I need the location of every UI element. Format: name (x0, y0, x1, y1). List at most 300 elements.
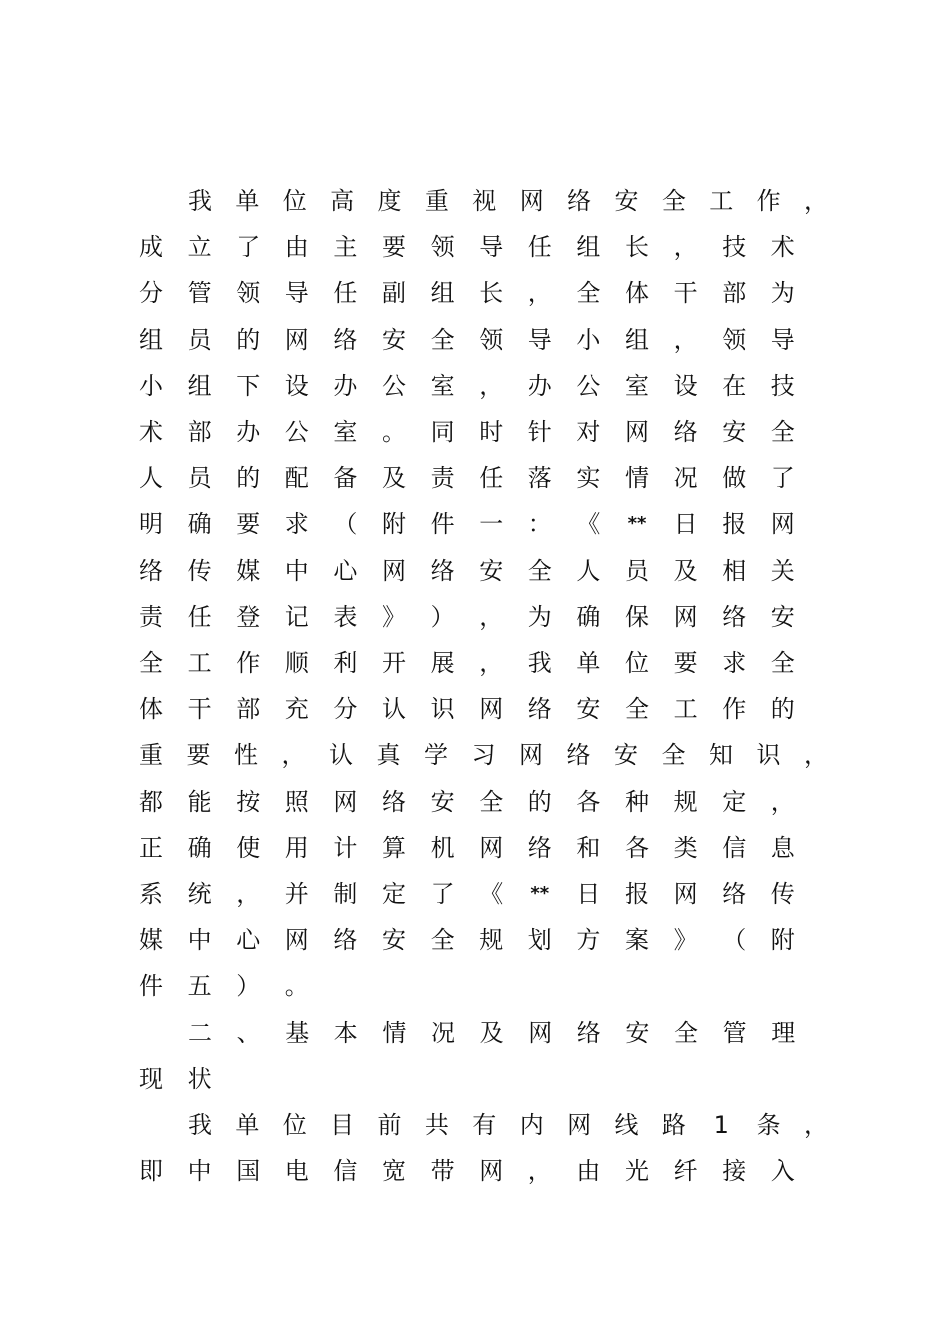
text-glyph: ， (479, 371, 504, 400)
text-glyph: 中 (187, 926, 212, 955)
text-glyph: 纤 (673, 1157, 698, 1186)
text-glyph: 前 (377, 1111, 402, 1139)
text-glyph: 技 (722, 233, 747, 262)
text-glyph: 有 (472, 1111, 497, 1139)
text-glyph: 登 (236, 602, 261, 631)
text-glyph: 媒 (139, 926, 163, 955)
text-glyph: 我 (188, 187, 212, 215)
text-glyph: 络 (382, 787, 406, 816)
text-glyph: 高 (330, 187, 355, 215)
text-glyph: ： (527, 510, 552, 539)
text-glyph: 习 (471, 741, 496, 770)
text-glyph: ** (530, 883, 550, 904)
text-glyph: 室 (430, 371, 455, 400)
text-glyph: 安 (770, 602, 795, 631)
text-glyph: 络 (576, 1018, 601, 1047)
text-glyph: 全 (625, 695, 649, 724)
text-glyph: ， (281, 741, 306, 770)
text-glyph: 分 (333, 695, 358, 724)
text-glyph: 》 (673, 926, 698, 955)
text-glyph: 员 (625, 556, 649, 585)
text-glyph: 任 (479, 464, 504, 493)
text-glyph: 划 (527, 926, 552, 955)
text-glyph: 定 (382, 880, 406, 908)
text-line (136, 553, 796, 589)
text-glyph: 配 (284, 464, 309, 493)
text-glyph: 领 (722, 325, 747, 354)
text-glyph: 对 (576, 418, 601, 446)
text-glyph: 线 (614, 1111, 639, 1139)
text-glyph: 作 (236, 649, 261, 677)
text-glyph: 网 (528, 1018, 553, 1047)
text-glyph: 导 (527, 325, 552, 354)
text-line (136, 784, 796, 820)
text-glyph: 的 (770, 695, 795, 724)
text-glyph: 分 (139, 279, 163, 308)
text-glyph: 时 (479, 418, 504, 446)
text-glyph: 体 (139, 695, 163, 724)
text-glyph: 信 (333, 1157, 358, 1186)
text-glyph: 为 (527, 602, 552, 631)
text-line (136, 1107, 828, 1143)
text-glyph: 室 (333, 418, 358, 446)
text-glyph: 全 (661, 187, 686, 215)
text-line (136, 1153, 796, 1189)
text-glyph: 重 (424, 187, 449, 215)
text-line (136, 322, 796, 358)
text-glyph: 确 (187, 833, 212, 862)
text-glyph: 为 (770, 279, 795, 308)
text-glyph: 导 (770, 325, 795, 354)
text-glyph: 网 (284, 926, 309, 955)
text-glyph: 都 (139, 787, 163, 816)
text-glyph: 计 (333, 833, 358, 862)
text-glyph: 网 (673, 880, 698, 908)
text-glyph: 落 (527, 464, 552, 493)
text-line (136, 830, 796, 866)
text-glyph: 全 (139, 649, 163, 677)
text-glyph: ， (479, 649, 504, 677)
text-glyph: 报 (625, 880, 649, 908)
text-glyph: 任 (187, 602, 212, 631)
text-glyph: 确 (576, 602, 601, 631)
text-glyph: 组 (187, 371, 212, 400)
text-glyph: 管 (722, 1018, 747, 1047)
text-line (136, 922, 796, 958)
text-glyph: 安 (722, 418, 747, 446)
text-glyph: 室 (625, 371, 649, 400)
text-glyph: 人 (139, 464, 163, 493)
text-glyph: 况 (673, 464, 698, 493)
text-line (136, 645, 796, 681)
text-glyph: 报 (722, 510, 747, 539)
text-glyph: 小 (139, 371, 163, 400)
text-glyph: 办 (333, 371, 358, 400)
text-glyph: 统 (187, 880, 212, 908)
text-glyph: ** (627, 513, 647, 535)
text-line (136, 414, 796, 450)
text-glyph: 部 (236, 695, 261, 724)
text-glyph: 网 (519, 741, 543, 770)
text-glyph: 全 (770, 418, 795, 446)
text-glyph: 导 (479, 233, 504, 262)
text-glyph: 全 (479, 787, 504, 816)
text-glyph: ） (236, 972, 261, 1001)
text-line (136, 1015, 796, 1051)
text-glyph: 并 (284, 880, 309, 908)
text-glyph: 网 (479, 833, 504, 862)
text-glyph: 络 (567, 187, 592, 215)
text-glyph: 。 (382, 418, 406, 446)
text-glyph: 作 (756, 187, 781, 215)
text-glyph: ， (770, 787, 795, 816)
text-glyph: 二 (188, 1018, 212, 1047)
text-glyph: 用 (284, 833, 309, 862)
text-glyph: 由 (284, 233, 309, 262)
text-glyph: 安 (430, 787, 455, 816)
text-glyph: ， (236, 880, 261, 908)
text-glyph: 员 (187, 464, 212, 493)
text-glyph: 公 (284, 418, 309, 446)
text-glyph: 本 (333, 1018, 358, 1047)
text-glyph: 正 (139, 833, 163, 862)
text-glyph: 组 (139, 325, 163, 354)
text-glyph: 关 (770, 556, 795, 585)
text-glyph: 情 (382, 1018, 407, 1047)
text-glyph: ， (479, 602, 504, 631)
text-glyph: 理 (771, 1018, 796, 1047)
text-glyph: 要 (186, 741, 211, 770)
text-glyph: 况 (431, 1018, 455, 1047)
text-glyph: 网 (333, 787, 358, 816)
text-glyph: 安 (625, 1018, 650, 1047)
text-line (136, 229, 796, 265)
text-glyph: 案 (625, 926, 649, 955)
text-glyph: 网 (284, 325, 309, 354)
text-glyph: 全 (430, 325, 455, 354)
text-glyph: 五 (187, 972, 212, 1001)
text-glyph: 组 (625, 325, 649, 354)
text-glyph: ， (527, 1157, 552, 1186)
text-glyph: 认 (329, 741, 353, 770)
text-glyph: 网 (770, 510, 795, 539)
text-glyph: 任 (527, 233, 552, 262)
text-glyph: 表 (333, 602, 358, 631)
text-glyph: 位 (282, 187, 307, 215)
text-glyph: 小 (576, 325, 601, 354)
text-glyph: 管 (187, 279, 212, 308)
text-glyph: 光 (625, 1157, 649, 1186)
text-glyph: 全 (770, 649, 795, 677)
text-glyph: （ (722, 926, 747, 955)
text-glyph: 位 (625, 649, 649, 677)
text-glyph: 安 (614, 741, 638, 770)
text-glyph: ， (804, 1111, 828, 1139)
text-glyph: 网 (479, 1157, 504, 1186)
text-glyph: 心 (333, 556, 358, 585)
text-glyph: 办 (236, 418, 261, 446)
text-glyph: 顺 (284, 649, 309, 677)
text-glyph: 网 (382, 556, 406, 585)
text-glyph: 的 (236, 325, 261, 354)
text-glyph: ， (673, 233, 698, 262)
text-glyph: 副 (382, 279, 406, 308)
text-glyph: 能 (187, 787, 212, 816)
text-glyph: 全 (661, 741, 686, 770)
text-glyph: 附 (382, 510, 406, 539)
text-line (136, 876, 796, 912)
text-glyph: 条 (756, 1111, 781, 1139)
text-glyph: 体 (625, 279, 649, 308)
text-glyph: 备 (333, 464, 358, 493)
text-glyph: 制 (333, 880, 358, 908)
text-line (136, 968, 796, 1004)
text-glyph: 成 (139, 233, 163, 262)
text-glyph: 络 (722, 880, 747, 908)
text-line (136, 368, 796, 404)
text-glyph: 术 (770, 233, 795, 262)
text-glyph: 导 (284, 279, 309, 308)
text-glyph: 全 (527, 556, 552, 585)
text-glyph: 方 (576, 926, 601, 955)
text-glyph: 工 (673, 695, 698, 724)
text-glyph: 安 (614, 187, 639, 215)
text-glyph: 按 (236, 787, 261, 816)
text-glyph: （ (333, 510, 358, 539)
text-glyph: 组 (576, 233, 601, 262)
text-line (136, 275, 796, 311)
text-glyph: 求 (722, 649, 747, 677)
text-glyph: 、 (236, 1018, 261, 1047)
text-glyph: 知 (709, 741, 733, 770)
text-glyph: 利 (333, 649, 358, 677)
text-glyph: 附 (770, 926, 795, 955)
text-glyph: 使 (236, 833, 261, 862)
text-glyph: 单 (235, 187, 260, 215)
text-glyph: 要 (382, 233, 406, 262)
text-glyph: 公 (382, 371, 406, 400)
text-glyph: 重 (139, 741, 163, 770)
text-glyph: ， (804, 741, 828, 770)
text-glyph: 中 (187, 1157, 212, 1186)
text-glyph: 工 (709, 187, 734, 215)
text-glyph: 记 (284, 602, 309, 631)
text-glyph: 领 (430, 233, 455, 262)
text-glyph: 一 (479, 510, 504, 539)
text-glyph: 公 (576, 371, 601, 400)
text-glyph: 安 (382, 325, 406, 354)
text-glyph: 网 (479, 695, 504, 724)
text-glyph: 人 (576, 556, 601, 585)
text-glyph: 由 (576, 1157, 601, 1186)
text-glyph: 电 (284, 1157, 309, 1186)
text-glyph: 立 (187, 233, 212, 262)
text-glyph: 状 (187, 1064, 212, 1093)
text-glyph: 保 (625, 602, 649, 631)
text-glyph: 络 (139, 556, 163, 585)
text-glyph: 办 (527, 371, 552, 400)
text-glyph: 安 (382, 926, 406, 955)
text-glyph: 各 (576, 787, 601, 816)
text-glyph: 认 (382, 695, 406, 724)
text-glyph: 开 (382, 649, 406, 677)
text-glyph: 相 (722, 556, 747, 585)
text-glyph: 各 (625, 833, 649, 862)
text-glyph: 件 (139, 972, 163, 1001)
text-glyph: 传 (770, 880, 795, 908)
text-glyph: 真 (376, 741, 401, 770)
text-glyph: 及 (382, 464, 406, 493)
text-glyph: 定 (722, 787, 747, 816)
text-glyph: 长 (479, 279, 504, 308)
text-glyph: 技 (770, 371, 795, 400)
text-line (136, 460, 796, 496)
text-line (136, 506, 796, 542)
text-glyph: 网 (519, 187, 544, 215)
text-glyph: ， (527, 279, 552, 308)
text-glyph: 组 (430, 279, 455, 308)
text-glyph: 我 (188, 1111, 212, 1139)
text-glyph: 要 (673, 649, 698, 677)
text-glyph: 学 (424, 741, 448, 770)
text-glyph: 网 (625, 418, 649, 446)
text-glyph: 的 (527, 787, 552, 816)
text-glyph: 目 (330, 1111, 355, 1139)
text-glyph: 国 (236, 1157, 261, 1186)
text-glyph: 和 (576, 833, 601, 862)
text-glyph: 针 (527, 418, 552, 446)
text-glyph: 内 (519, 1111, 544, 1139)
text-glyph: 络 (566, 741, 591, 770)
text-glyph: ， (673, 325, 698, 354)
text-line (136, 691, 796, 727)
text-glyph: 宽 (382, 1157, 406, 1186)
text-glyph: 单 (576, 649, 601, 677)
text-glyph: 单 (235, 1111, 260, 1139)
text-glyph: 情 (625, 464, 649, 493)
text-glyph: 带 (430, 1157, 455, 1186)
text-glyph: 安 (479, 556, 504, 585)
text-glyph: 及 (479, 1018, 504, 1047)
text-glyph: 要 (236, 510, 261, 539)
text-glyph: 规 (479, 926, 504, 955)
text-glyph: 络 (333, 926, 358, 955)
text-glyph: 络 (527, 833, 552, 862)
text-glyph: 领 (236, 279, 261, 308)
text-glyph: 位 (282, 1111, 307, 1139)
text-glyph: 络 (527, 695, 552, 724)
text-glyph: 设 (673, 371, 698, 400)
text-glyph: 日 (576, 880, 601, 908)
text-glyph: 息 (770, 833, 795, 862)
text-glyph: 传 (187, 556, 212, 585)
text-glyph: 信 (722, 833, 747, 862)
text-glyph: 我 (527, 649, 552, 677)
text-glyph: 在 (722, 371, 747, 400)
text-glyph: 做 (722, 464, 747, 493)
text-glyph: 中 (284, 556, 309, 585)
text-glyph: 算 (382, 833, 406, 862)
text-glyph: 实 (576, 464, 601, 493)
text-glyph: 络 (333, 325, 358, 354)
text-glyph: 类 (673, 833, 698, 862)
text-glyph: 充 (284, 695, 309, 724)
text-glyph: 现 (139, 1064, 163, 1093)
text-glyph: 员 (187, 325, 212, 354)
text-line (136, 599, 796, 635)
text-glyph: ） (430, 602, 455, 631)
text-glyph: 工 (187, 649, 212, 677)
text-glyph: 基 (285, 1018, 310, 1047)
text-glyph: 全 (430, 926, 455, 955)
text-glyph: 件 (430, 510, 455, 539)
text-glyph: 明 (139, 510, 163, 539)
text-glyph: 系 (139, 880, 163, 908)
text-line (136, 183, 828, 219)
text-glyph: 术 (139, 418, 163, 446)
text-glyph: 任 (333, 279, 358, 308)
text-line (136, 737, 828, 773)
text-glyph: 。 (284, 972, 309, 1001)
text-glyph: 《 (479, 880, 504, 908)
text-glyph: 展 (430, 649, 455, 677)
text-glyph: 作 (722, 695, 747, 724)
text-glyph: 全 (576, 279, 601, 308)
text-glyph: 络 (430, 556, 455, 585)
text-glyph: 路 (661, 1111, 686, 1139)
text-glyph: 长 (625, 233, 649, 262)
text-glyph: 求 (284, 510, 309, 539)
text-glyph: 下 (236, 371, 261, 400)
text-glyph: 确 (187, 510, 212, 539)
text-glyph: ， (804, 187, 828, 215)
text-glyph: 共 (424, 1111, 449, 1139)
text-glyph: 的 (236, 464, 261, 493)
text-glyph: 网 (567, 1111, 592, 1139)
text-glyph: 入 (770, 1157, 795, 1186)
text-glyph: 责 (430, 464, 455, 493)
text-glyph: 媒 (236, 556, 261, 585)
text-glyph: 及 (673, 556, 698, 585)
text-glyph: 规 (673, 787, 698, 816)
text-glyph: 照 (284, 787, 309, 816)
text-glyph: 部 (187, 418, 212, 446)
text-glyph: 网 (673, 602, 698, 631)
text-glyph: 络 (673, 418, 698, 446)
text-glyph: 部 (722, 279, 747, 308)
text-glyph: 责 (139, 602, 163, 631)
text-glyph: 识 (756, 741, 781, 770)
text-glyph: 日 (673, 510, 698, 539)
text-glyph: 《 (576, 510, 601, 539)
text-line (136, 1061, 796, 1097)
text-glyph: 络 (722, 602, 747, 631)
text-glyph: 全 (674, 1018, 698, 1047)
text-glyph: 》 (382, 602, 406, 631)
text-glyph: 了 (430, 880, 455, 908)
text-glyph: 识 (430, 695, 455, 724)
text-glyph: 心 (236, 926, 261, 955)
text-glyph: 了 (770, 464, 795, 493)
text-glyph: 设 (284, 371, 309, 400)
text-glyph: 干 (187, 695, 212, 724)
text-glyph: 了 (236, 233, 261, 262)
text-glyph: 接 (722, 1157, 747, 1186)
text-glyph: 度 (377, 187, 402, 215)
text-glyph: 性 (234, 741, 258, 770)
text-glyph: 安 (576, 695, 601, 724)
text-glyph: 同 (430, 418, 455, 446)
